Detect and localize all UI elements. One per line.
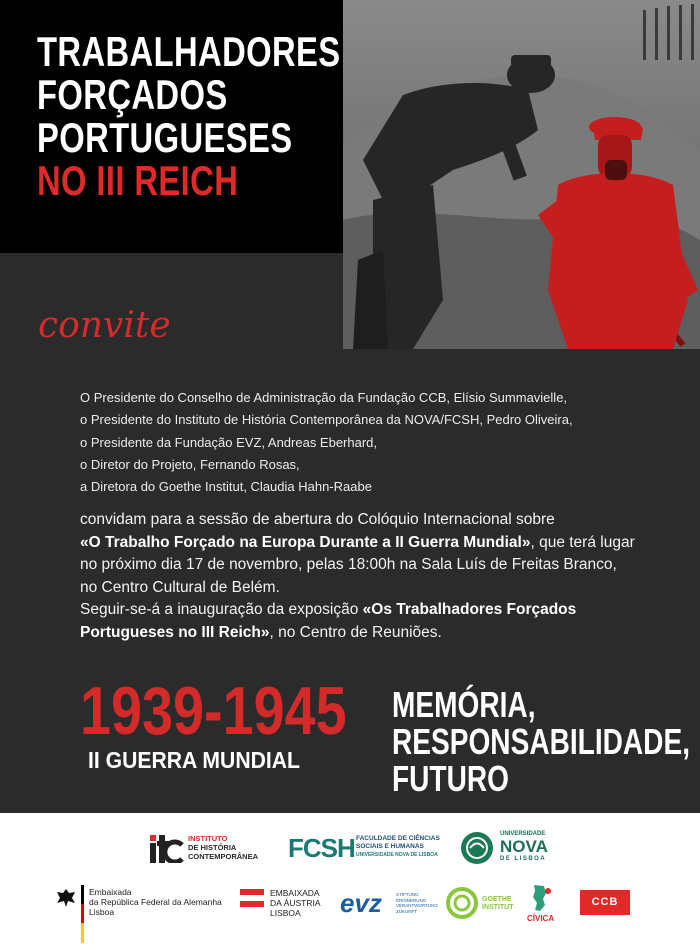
motto [392, 686, 690, 797]
motto-line: FUTURO [392, 758, 509, 799]
historical-photo [343, 0, 700, 349]
invitation-fragment: , no Centro de Reuniões. [269, 623, 442, 641]
nova-line-2: NOVA [500, 837, 548, 856]
host-line: a Diretora do Goethe Institut, Claudia Hahn-Raabe [80, 479, 372, 495]
poster-title [37, 30, 341, 202]
fcsh-mark: FCSH [288, 833, 355, 863]
host-line: o Presidente do Instituto de História Contemporânea da NOVA/FCSH, Pedro Oliveira, [80, 412, 573, 428]
host-line: o Diretor do Projeto, Fernando Rosas, [80, 456, 300, 472]
evz-mark: evz [340, 888, 382, 918]
title-line-1: TRABALHADORES [37, 28, 341, 75]
goethe-swirl-icon [446, 887, 478, 919]
austria-line-3: LISBOA [270, 908, 301, 918]
title-line-3: PORTUGUESES [37, 114, 293, 161]
fcsh-line-2: SOCIAIS E HUMANAS [356, 843, 424, 850]
nova-logo [460, 831, 560, 867]
host-line: o Presidente da Fundação EVZ, Andreas Eberhard, [80, 434, 378, 450]
invitation-line: convidam para a sessão de abertura do Colóquio Internacional sobre [80, 511, 555, 528]
ihc-line-1: INSTITUTO [188, 834, 228, 843]
ihc-line-3: CONTEMPORÂNEA [188, 852, 259, 861]
germany-line-1: Embaixada [89, 887, 132, 897]
invitation-fragment: Seguir-se-á a inauguração da exposição [80, 601, 363, 618]
photo-illustration [343, 0, 700, 349]
nova-line-1: UNIVERSIDADE [500, 831, 546, 837]
exhibition-title-cont: Portugueses no III Reich» [80, 623, 270, 641]
hosts-list [80, 387, 573, 498]
invitation-line [80, 622, 635, 645]
civica-text: CÍVICA [527, 914, 555, 923]
years-heading: 1939-1945 [80, 673, 347, 749]
fcsh-line-3: UNIVERSIDADE NOVA DE LISBOA [356, 852, 438, 858]
goethe-line-2: INSTITUT [482, 904, 514, 911]
fcsh-line-1: FACULDADE DE CIÊNCIAS [356, 835, 440, 842]
host-line: O Presidente do Conselho de Administração da Fundação CCB, Elísio Summavielle, [80, 390, 568, 405]
eagle-icon [55, 887, 77, 909]
germany-line-2: da República Federal da Alemanha [89, 897, 222, 907]
austria-embassy-logo [240, 888, 330, 924]
war-subtitle: II GUERRA MUNDIAL [88, 747, 300, 773]
germany-embassy-logo [55, 885, 235, 943]
invitation-line: no Centro Cultural de Belém. [80, 578, 280, 596]
austria-line-1: EMBAIXADA [270, 888, 320, 898]
ihc-mark-icon [148, 833, 184, 863]
evz-logo [340, 890, 440, 922]
civica-logo [524, 883, 560, 927]
portugal-map-icon [526, 883, 556, 913]
fcsh-logo [288, 833, 453, 865]
evz-line-2: ERINNERUNG [396, 897, 427, 903]
motto-line: MEMÓRIA, [392, 684, 536, 725]
convite-heading: convite [38, 305, 171, 346]
ihc-line-2: DE HISTÓRIA [188, 843, 237, 852]
title-line-2: FORÇADOS [37, 71, 228, 118]
evz-line-1: STIFTUNG [396, 892, 419, 897]
invitation-text [80, 509, 635, 644]
evz-line-3: VERANTWORTUNG [396, 903, 438, 908]
invitation-line: no próximo dia 17 de novembro, pelas 18:00h na Sala Luís de Freitas Branco, [80, 556, 617, 573]
invitation-line [80, 532, 635, 555]
colloquium-title: «O Trabalho Forçado na Europa Durante a II Guerra Mundial» [80, 533, 531, 551]
ccb-text: CCB [591, 896, 619, 908]
germany-line-3: Lisboa [89, 907, 115, 917]
austria-flag-icon [240, 889, 264, 907]
motto-line: RESPONSABILIDADE, [392, 721, 690, 762]
ccb-logo [580, 890, 630, 915]
nova-seal-icon [460, 831, 494, 865]
invitation-line [80, 599, 635, 622]
austria-line-2: DA ÁUSTRIA [270, 898, 321, 908]
ihc-logo [148, 832, 259, 864]
goethe-logo [446, 887, 521, 923]
goethe-line-1: GOETHE [482, 896, 512, 903]
title-line-4: NO III REICH [37, 157, 239, 204]
exhibition-title: «Os Trabalhadores Forçados [362, 601, 577, 618]
nova-line-3: DE LISBOA [500, 856, 547, 862]
partner-logos [0, 813, 700, 950]
title-block [0, 0, 343, 253]
evz-line-4: ZUKUNFT [396, 908, 417, 914]
invitation-fragment: , que terá lugar [530, 533, 635, 551]
